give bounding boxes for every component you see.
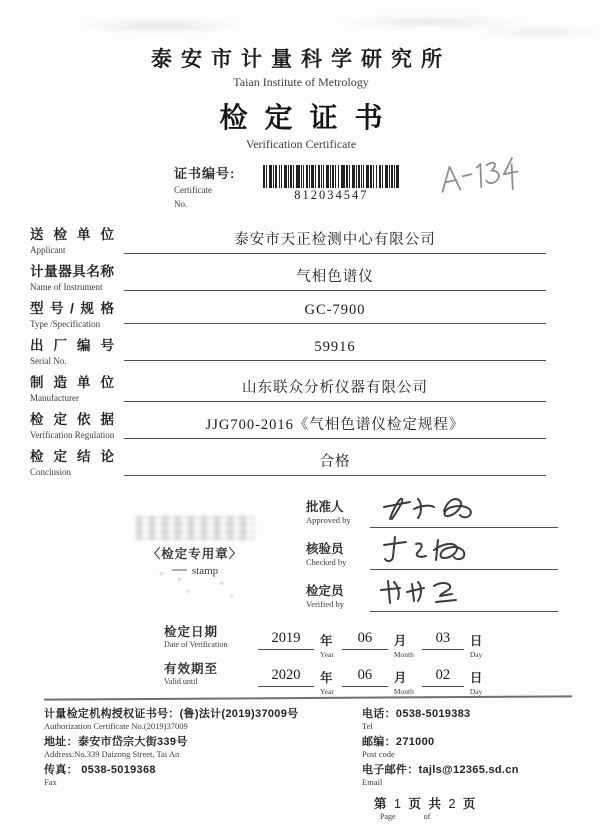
signature-row-checked bbox=[306, 528, 558, 570]
certificate-number-row bbox=[174, 163, 572, 219]
field-label bbox=[30, 264, 114, 293]
signature-line bbox=[370, 573, 558, 612]
date-unit-day bbox=[470, 635, 483, 659]
field-value: GC-7900 bbox=[124, 302, 546, 324]
signature-label bbox=[306, 539, 370, 570]
stamp-caption-zh: 〈检定专用章〉 bbox=[147, 547, 243, 561]
certificate-fields bbox=[30, 227, 572, 478]
footer-post-en: Post code bbox=[362, 749, 395, 759]
unit-en: Day bbox=[469, 650, 483, 659]
footer-email-en: Email bbox=[362, 777, 383, 787]
footer-address-en: Address:No.339 Daizong Street, Tai An bbox=[44, 749, 180, 759]
stamp-block bbox=[100, 486, 290, 614]
certificate-number-label-en1: Certificate bbox=[174, 185, 212, 195]
signature-label-en: Checked by bbox=[306, 557, 347, 567]
page-en-label: Page bbox=[380, 812, 396, 821]
date-unit-month bbox=[394, 635, 414, 659]
unit-zh: 月 bbox=[393, 634, 407, 648]
field-label bbox=[30, 338, 114, 367]
field-label-zh: 检定结论 bbox=[30, 449, 114, 464]
date-day-value: 03 bbox=[422, 630, 464, 650]
field-label-zh: 送检单位 bbox=[30, 227, 114, 242]
signature-row-verified bbox=[306, 570, 558, 612]
institute-name-en: Taian Institute of Metrology bbox=[233, 75, 369, 89]
handwritten-note-text bbox=[435, 155, 436, 156]
signature-row-approved bbox=[306, 486, 558, 528]
signature-label bbox=[306, 497, 370, 528]
signature-scribble-icon bbox=[376, 575, 526, 609]
signature-label-zh: 核验员 bbox=[306, 542, 344, 556]
stamp-dash-icon bbox=[172, 569, 187, 571]
field-label-en: Name of Instrument bbox=[30, 282, 103, 292]
page-number: 1 bbox=[394, 797, 403, 811]
field-row-serial-no bbox=[30, 338, 572, 367]
certificate-number-value: 812034547 bbox=[294, 188, 369, 202]
unit-zh: 年 bbox=[320, 671, 333, 685]
field-label-zh: 计量器具名称 bbox=[30, 264, 114, 279]
footer-address-zh: 地址：泰安市岱宗大街339号 bbox=[44, 736, 188, 748]
date-month-value: 06 bbox=[342, 630, 388, 650]
page-middle: 共 bbox=[428, 797, 443, 811]
field-label-zh: 检定依据 bbox=[30, 412, 114, 427]
page-total: 2 bbox=[448, 797, 458, 811]
footer-divider bbox=[44, 695, 572, 700]
unit-en: Year bbox=[320, 687, 334, 696]
field-value: 气相色谱仪 bbox=[124, 265, 546, 291]
field-value: 59916 bbox=[124, 339, 546, 361]
page-prefix: 第 bbox=[374, 797, 389, 811]
barcode-icon bbox=[263, 165, 399, 188]
signature-scribble-icon bbox=[376, 491, 526, 525]
field-row-conclusion bbox=[30, 449, 572, 478]
signature-label-zh: 检定员 bbox=[306, 584, 344, 598]
unit-zh: 日 bbox=[469, 671, 483, 685]
date-label-en: Valid until bbox=[164, 677, 198, 686]
unit-zh: 年 bbox=[320, 634, 333, 648]
date-label bbox=[164, 659, 256, 687]
footer-fax-en: Fax bbox=[44, 777, 57, 787]
signature-scribble-icon bbox=[376, 533, 526, 567]
unit-zh: 月 bbox=[393, 671, 407, 685]
field-label-en: Type /Specification bbox=[30, 319, 101, 329]
signature-line bbox=[370, 531, 558, 570]
handwritten-note bbox=[435, 155, 527, 219]
field-value: JJG700-2016《气相色谱仪检定规程》 bbox=[124, 413, 546, 439]
unit-en: Year bbox=[320, 650, 334, 659]
footer-address bbox=[44, 735, 362, 760]
field-label bbox=[30, 227, 114, 256]
date-year-value: 2019 bbox=[258, 630, 314, 650]
date-unit-day bbox=[470, 672, 483, 696]
unit-en: Month bbox=[393, 650, 414, 659]
date-unit-year bbox=[320, 672, 334, 696]
field-row-instrument-name bbox=[30, 264, 572, 293]
field-row-verification-regulation bbox=[30, 412, 572, 441]
certificate-number-label bbox=[174, 163, 235, 219]
field-value: 山东联众分析仪器有限公司 bbox=[124, 376, 546, 402]
page-indicator-zh bbox=[374, 794, 572, 812]
signature-label-en: Approved by bbox=[306, 515, 351, 525]
footer-email bbox=[362, 763, 572, 788]
field-label bbox=[30, 301, 114, 330]
date-label-en: Date of Verification bbox=[164, 640, 228, 649]
certificate-number-label-en2: No. bbox=[174, 199, 188, 209]
page-indicator bbox=[374, 794, 572, 821]
stamp-caption-en: stamp bbox=[191, 565, 219, 577]
date-label-zh: 检定日期 bbox=[164, 625, 219, 639]
date-unit-month bbox=[394, 672, 414, 696]
footer-email-zh: 电子邮件：tajls@12365.sd.cn bbox=[362, 764, 519, 776]
field-label-zh: 制造单位 bbox=[30, 375, 114, 390]
date-day-value: 02 bbox=[422, 667, 464, 687]
field-label-en: Applicant bbox=[30, 245, 66, 255]
footer-fax bbox=[44, 763, 362, 788]
signature-line bbox=[370, 489, 558, 528]
footer-auth-en: Authorization Certificate No.(2019)37009 bbox=[44, 721, 188, 731]
field-row-applicant bbox=[30, 227, 572, 256]
page-unit2: 页 bbox=[462, 797, 478, 811]
field-label-en: Manufacturer bbox=[30, 393, 79, 403]
date-label bbox=[164, 622, 256, 650]
date-year-value: 2020 bbox=[258, 667, 314, 687]
handwriting-a134-icon bbox=[433, 150, 530, 205]
footer-right-column bbox=[362, 707, 572, 821]
unit-en: Month bbox=[393, 687, 414, 696]
signature-label-zh: 批准人 bbox=[306, 500, 344, 514]
dates-section bbox=[164, 622, 572, 696]
footer-tel-zh: 电话：0538-5019383 bbox=[362, 708, 471, 720]
footer-postcode bbox=[362, 735, 572, 760]
certificate-title-en: Verification Certificate bbox=[245, 137, 357, 151]
page-indicator-en bbox=[380, 812, 572, 821]
date-unit-year bbox=[320, 635, 334, 659]
field-label bbox=[30, 412, 114, 441]
field-label-en: Verification Regulation bbox=[30, 430, 115, 440]
footer-fax-zh: 传真： 0538-5019368 bbox=[44, 764, 156, 776]
stamp-speckles-icon bbox=[160, 572, 163, 575]
field-label bbox=[30, 449, 114, 478]
footer bbox=[44, 707, 572, 821]
institute-name-zh: 泰安市计量科学研究所 bbox=[151, 48, 451, 71]
barcode-block bbox=[261, 163, 401, 219]
footer-tel-en: Tel bbox=[362, 721, 373, 731]
certificate-title-zh: 检定证书 bbox=[219, 102, 400, 133]
field-label-zh: 出厂编号 bbox=[30, 338, 114, 353]
field-value: 泰安市天正检测中心有限公司 bbox=[124, 228, 546, 254]
date-month-value: 06 bbox=[342, 667, 388, 687]
stamp-caption-en-line bbox=[100, 565, 290, 577]
certificate-number-label-zh: 证书编号: bbox=[174, 166, 236, 181]
date-row-valid-until bbox=[164, 659, 572, 696]
field-label-en: Conclusion bbox=[30, 467, 72, 477]
signature-column bbox=[306, 486, 558, 614]
field-row-type-specification bbox=[30, 301, 572, 330]
date-label-zh: 有效期至 bbox=[164, 662, 219, 676]
page-of-label: of bbox=[423, 812, 431, 821]
page-unit: 页 bbox=[408, 797, 423, 811]
stamp-smudge-icon bbox=[136, 516, 254, 540]
footer-tel bbox=[362, 707, 572, 732]
signature-area bbox=[30, 486, 572, 614]
field-row-manufacturer bbox=[30, 375, 572, 404]
date-row-verification bbox=[164, 622, 572, 659]
footer-post-zh: 邮编：271000 bbox=[362, 736, 435, 748]
unit-zh: 日 bbox=[469, 634, 483, 648]
unit-en: Day bbox=[469, 687, 483, 696]
footer-authorization bbox=[44, 707, 362, 732]
field-label-zh: 型号/规格 bbox=[30, 301, 114, 316]
signature-label bbox=[306, 581, 370, 612]
field-label bbox=[30, 375, 114, 404]
footer-auth-zh: 计量检定机构授权证书号：(鲁)法计(2019)37009号 bbox=[44, 708, 299, 720]
field-label-en: Serial No. bbox=[30, 356, 67, 366]
signature-label-en: Verified by bbox=[306, 599, 345, 609]
footer-left-column bbox=[44, 707, 362, 821]
field-value: 合格 bbox=[124, 450, 546, 476]
